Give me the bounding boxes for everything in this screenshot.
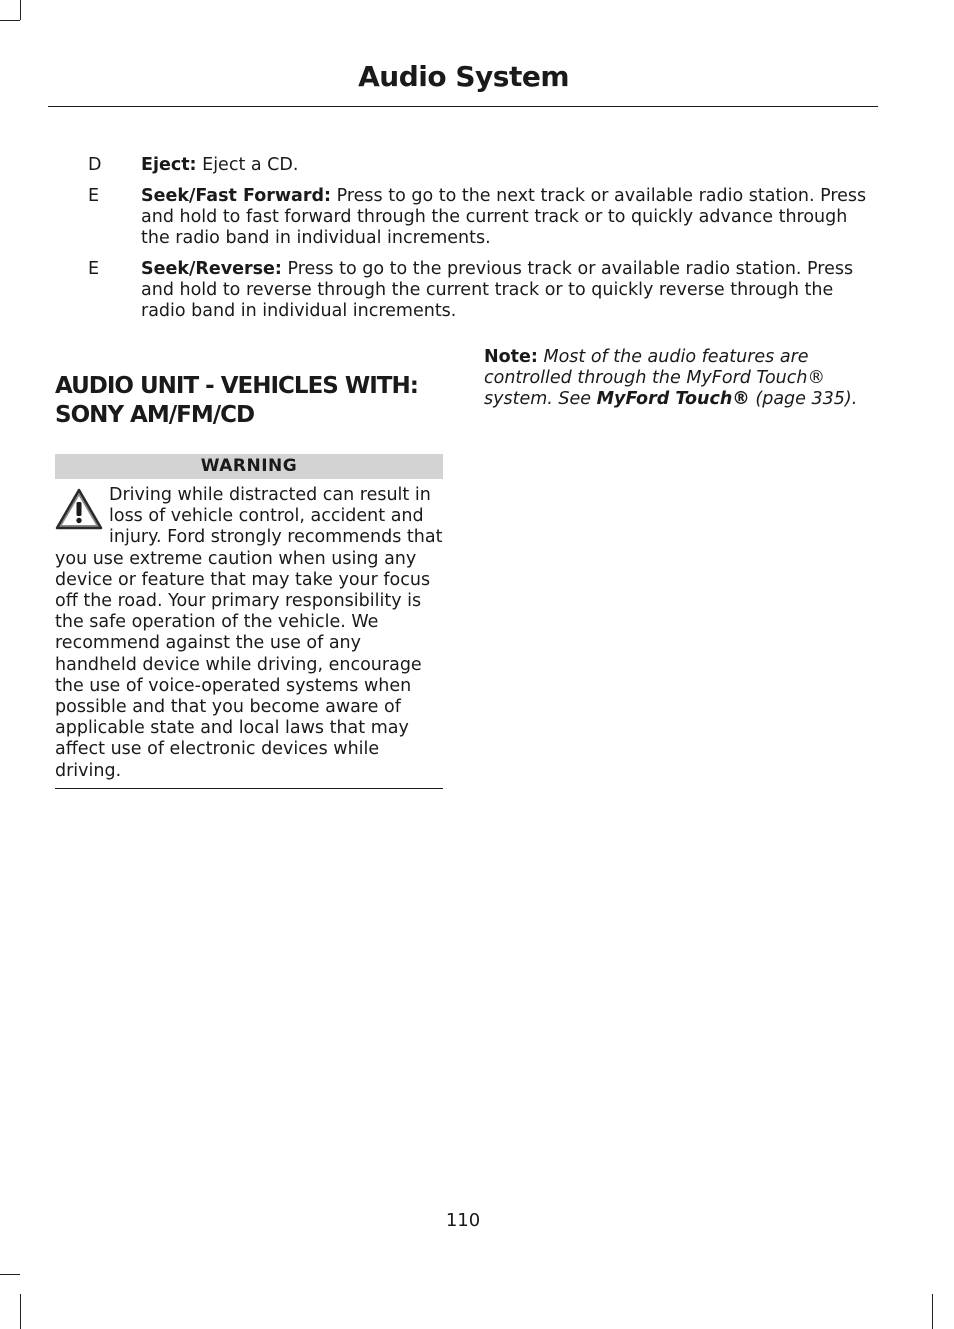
item-body	[141, 155, 878, 176]
item-term: Seek/Fast Forward:	[141, 186, 332, 206]
item-body	[141, 186, 878, 249]
list-item	[88, 155, 878, 176]
warning-rule	[55, 788, 443, 789]
page-number: 110	[445, 1210, 481, 1231]
item-letter: E	[88, 259, 100, 279]
note-block	[484, 347, 879, 410]
item-description: Press to go to the next track or available radio station. Press and hold to fast forward through the current track or to quickly advance through the radio band in individual increments.	[141, 186, 867, 248]
item-term: Seek/Reverse:	[141, 259, 282, 279]
note-label: Note:	[484, 347, 538, 367]
crop-mark-bottom-left-horizontal	[0, 1274, 20, 1275]
note-cross-reference[interactable]: MyFord Touch®	[596, 389, 750, 409]
item-letter: D	[88, 155, 102, 175]
left-column	[55, 372, 443, 789]
item-description: Eject a CD.	[202, 155, 299, 175]
title-rule	[48, 106, 878, 107]
crop-mark-top-left-vertical	[20, 0, 21, 20]
item-letter: E	[88, 186, 100, 206]
note-page-reference: (page 335).	[755, 389, 858, 409]
note-text: Most of the audio features are controlled through the MyFord Touch® system. See	[484, 347, 825, 409]
list-item	[88, 186, 878, 249]
warning-box	[55, 485, 443, 782]
warning-label: WARNING	[55, 454, 443, 479]
crop-mark-bottom-left-vertical	[20, 1294, 21, 1329]
warning-triangle-icon	[55, 487, 103, 531]
section-heading: AUDIO UNIT - VEHICLES WITH: SONY AM/FM/CD	[55, 373, 418, 428]
item-body	[141, 259, 878, 322]
item-description: Press to go to the previous track or available radio station. Press and hold to reverse through the current track or to quickly reverse through the radio band in individual increments.	[141, 259, 854, 321]
crop-mark-bottom-right-vertical	[932, 1294, 933, 1329]
crop-mark-top-left-horizontal	[0, 20, 20, 21]
item-list	[88, 155, 878, 332]
page-title: Audio System	[358, 60, 569, 93]
warning-text: Driving while distracted can result in loss of vehicle control, accident and injury. Ford strongly recommends that you use extreme caution when using any device or feature that may take your focus off the road. Your primary responsibility is the safe operation of the vehicle. We recommend against the use of any handheld device while driving, encourage the use of voice-operated systems when possible and that you become aware of applicable state and local laws that may affect use of electronic devices while driving.	[55, 485, 443, 781]
item-term: Eject:	[141, 155, 197, 175]
list-item	[88, 259, 878, 322]
